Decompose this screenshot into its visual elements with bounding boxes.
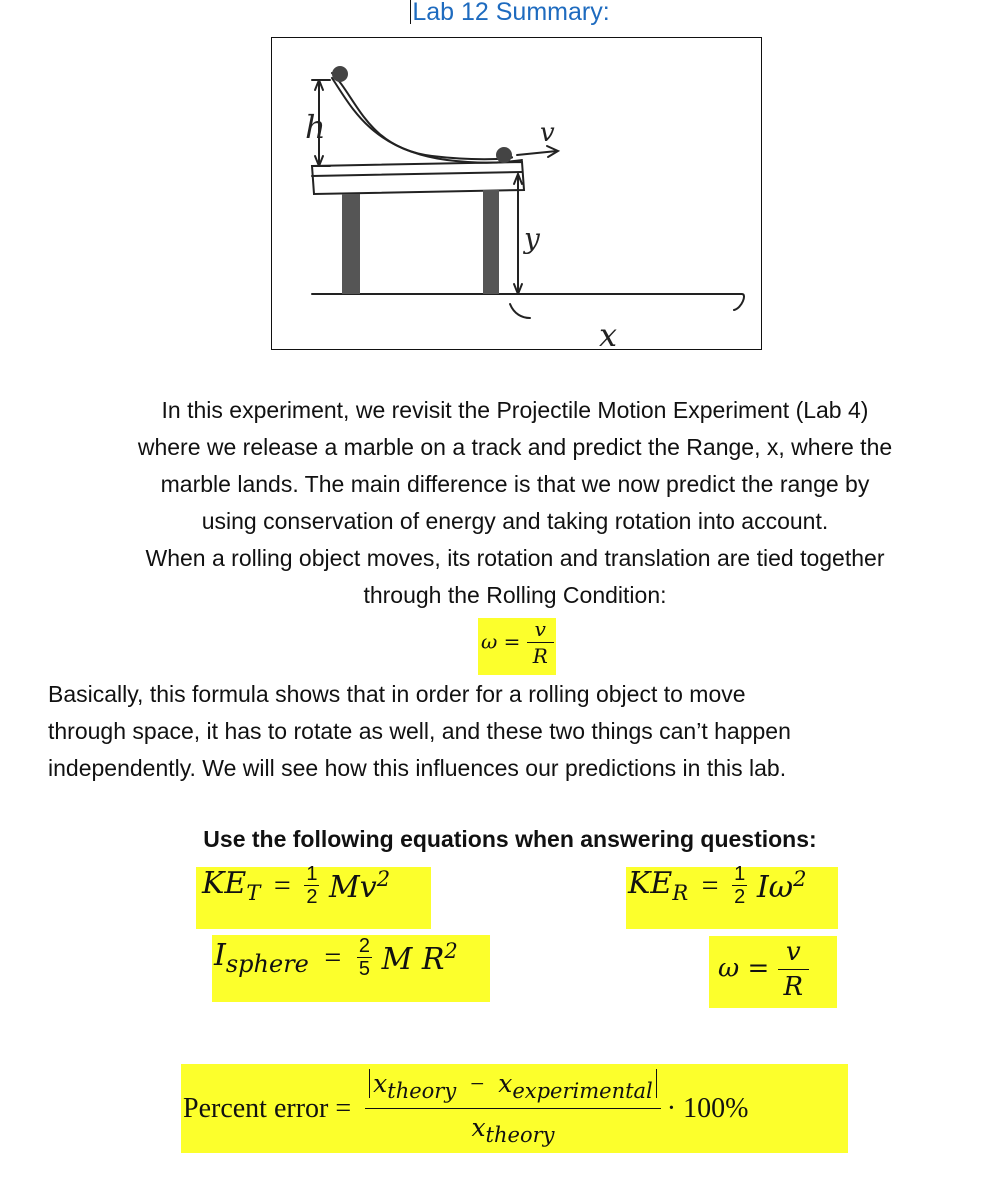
angular-velocity-equation [718, 937, 809, 1000]
v-over-r-fraction [527, 617, 554, 666]
table-leg-left [342, 194, 360, 294]
ke-r-lhs: $KE_R$ [628, 866, 689, 905]
intro-paragraph [0, 392, 992, 614]
two-fifths-fraction [357, 936, 372, 979]
ke-r-rhs: $I\omega^2$ [756, 866, 807, 905]
explanation-line: through space, it has to rotate as well, and these two things can’t happen [48, 718, 791, 744]
omega-lhs: ω = [481, 629, 521, 654]
one-half-fraction [304, 864, 319, 907]
label-y: y [524, 222, 540, 255]
intro-line: through the Rolling Condition: [363, 582, 667, 608]
omega-lhs: ω = [718, 953, 770, 984]
intro-line: where we release a marble on a track and predict the Range, x, where the [137, 434, 893, 460]
percent-error-label: Percent error = [183, 1092, 352, 1124]
intro-line: marble lands. The main difference is that we now predict the range by [160, 471, 870, 497]
equations-heading: Use the following equations when answering questions: [203, 826, 817, 852]
fraction-denominator: R [527, 642, 554, 666]
ke-rotational-equation [628, 864, 807, 907]
fraction-numerator: 2 [358, 935, 371, 957]
marble-start [332, 66, 348, 82]
fraction-denominator: 2 [734, 886, 746, 908]
ke-t-lhs: $KE_T$ [202, 866, 261, 905]
i-sphere-lhs: $I_{sphere}$ [214, 937, 309, 978]
equals-sign: = [324, 940, 342, 974]
fraction-numerator: 1 [734, 863, 746, 885]
label-x: x [599, 316, 618, 348]
v-over-r-fraction [778, 937, 810, 1000]
track-sketch [272, 38, 760, 348]
ke-translational-equation [202, 864, 390, 907]
label-h: h [305, 108, 326, 146]
fraction-numerator: 1 [306, 863, 318, 885]
label-v: v [540, 118, 555, 148]
equals-sign: = [273, 868, 291, 902]
experiment-figure [271, 37, 762, 350]
table-leg-right [483, 190, 499, 294]
page-title-text: Lab 12 Summary: [412, 0, 610, 26]
explanation-line: Basically, this formula shows that in order for a rolling object to move [48, 681, 746, 707]
moment-of-inertia-equation [214, 936, 458, 979]
intro-line: In this experiment, we revisit the Projectile Motion Experiment (Lab 4) [161, 397, 869, 423]
fraction-denominator: R [778, 969, 810, 1000]
fraction-numerator: $x_{theory} - x_{experimental}$ [365, 1071, 661, 1108]
fraction-denominator: 2 [306, 886, 318, 908]
page-title [0, 0, 992, 27]
ke-t-rhs: Mv$^2$ [329, 866, 391, 905]
fraction-numerator: v [785, 937, 801, 967]
i-sphere-rhs: M $R^2$ [381, 938, 458, 977]
equals-sign: = [701, 868, 719, 902]
explanation-paragraph [48, 676, 791, 787]
explanation-line: independently. We will see how this influences our predictions in this lab. [48, 755, 787, 781]
fraction-denominator: 5 [358, 958, 371, 980]
fraction-numerator: v [534, 617, 546, 641]
intro-line: When a rolling object moves, its rotation and translation are tied together [145, 545, 885, 571]
marble-end [496, 147, 512, 163]
rolling-condition-equation [481, 617, 554, 666]
one-half-fraction [732, 864, 747, 907]
percent-error-fraction [365, 1071, 661, 1146]
times-100-percent: · 100% [666, 1092, 749, 1124]
intro-line: using conservation of energy and taking rotation into account. [201, 508, 829, 534]
fraction-denominator: $x_{theory}$ [365, 1108, 661, 1146]
percent-error-equation [183, 1064, 748, 1153]
